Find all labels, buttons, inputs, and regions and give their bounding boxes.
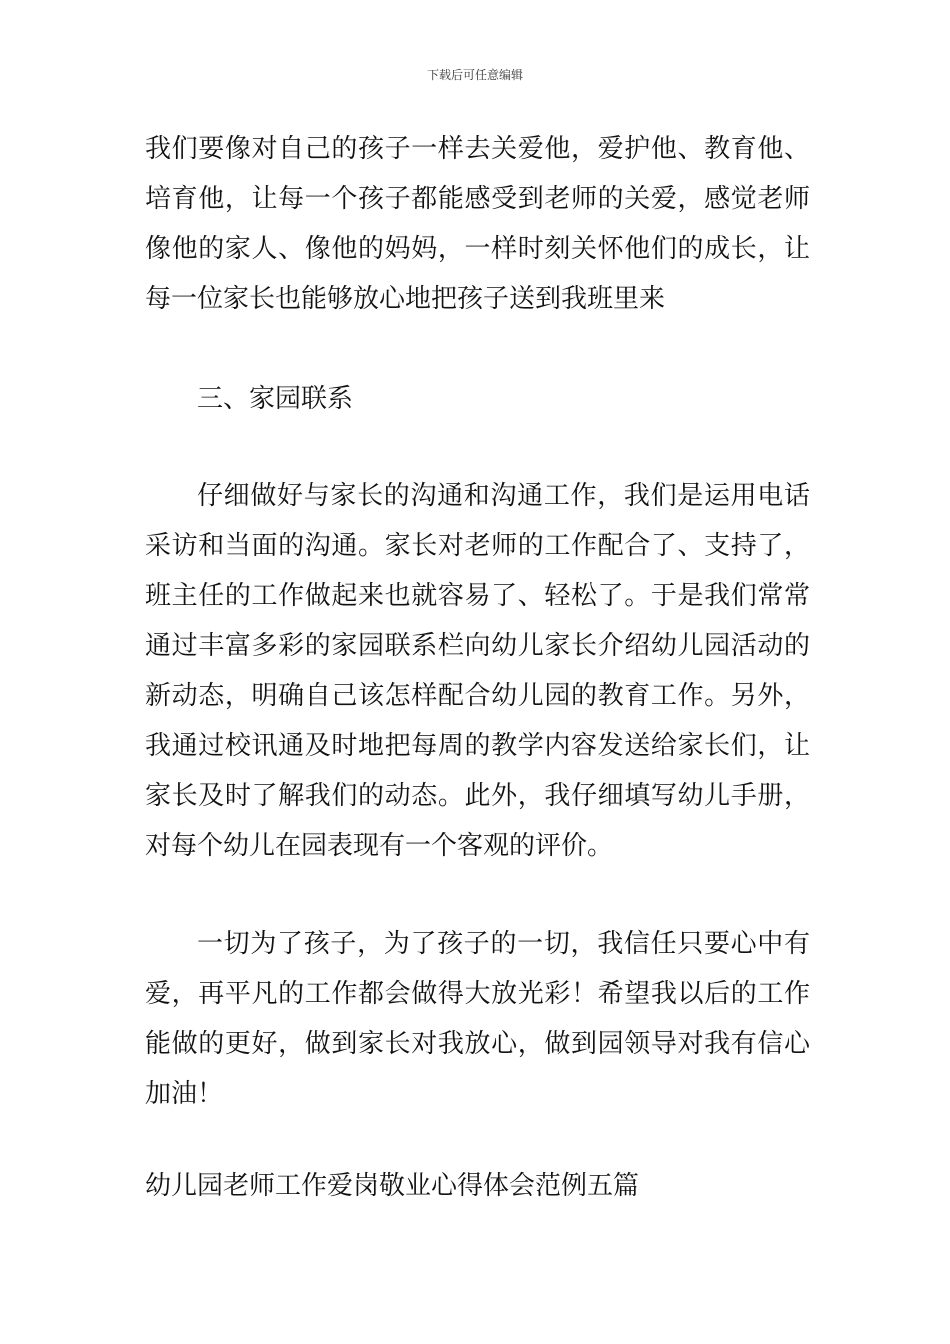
paragraph-2: 仔细做好与家长的沟通和沟通工作，我们是运用电话采访和当面的沟通。家长对老师的工作配合了、支持了，班主任的工作做起来也就容易了、轻松了。于是我们常常通过丰富多彩的家园联系栏向幼儿家长介绍幼儿园活动的新动态，明确自己该怎样配合幼儿园的教育工作。另外，我通过校讯通及时地把每周的教学内容发送给家长们，让家长及时了解我们的动态。此外，我仔细填写幼儿手册，对每个幼儿在园表现有一个客观的评价。 [145,481,810,861]
next-article-title: 幼儿园老师工作爱岗敬业心得体会范例五篇 [145,1171,640,1201]
paragraph-1: 我们要像对自己的孩子一样去关爱他，爱护他、教育他、培育他，让每一个孩子都能感受到老师的关爱，感觉老师像他的家人、像他的妈妈，一样时刻关怀他们的成长，让每一位家长也能够放心地把孩子送到我班里来 [145,134,810,314]
section-heading: 三、家园联系 [197,384,354,414]
document-body [145,124,810,1211]
paragraph-3: 一切为了孩子，为了孩子的一切，我信任只要心中有爱，再平凡的工作都会做得大放光彩！希望我以后的工作能做的更好，做到家长对我放心，做到园领导对我有信心加油！ [145,929,810,1109]
page-header: 下载后可任意编辑 [426,68,523,82]
